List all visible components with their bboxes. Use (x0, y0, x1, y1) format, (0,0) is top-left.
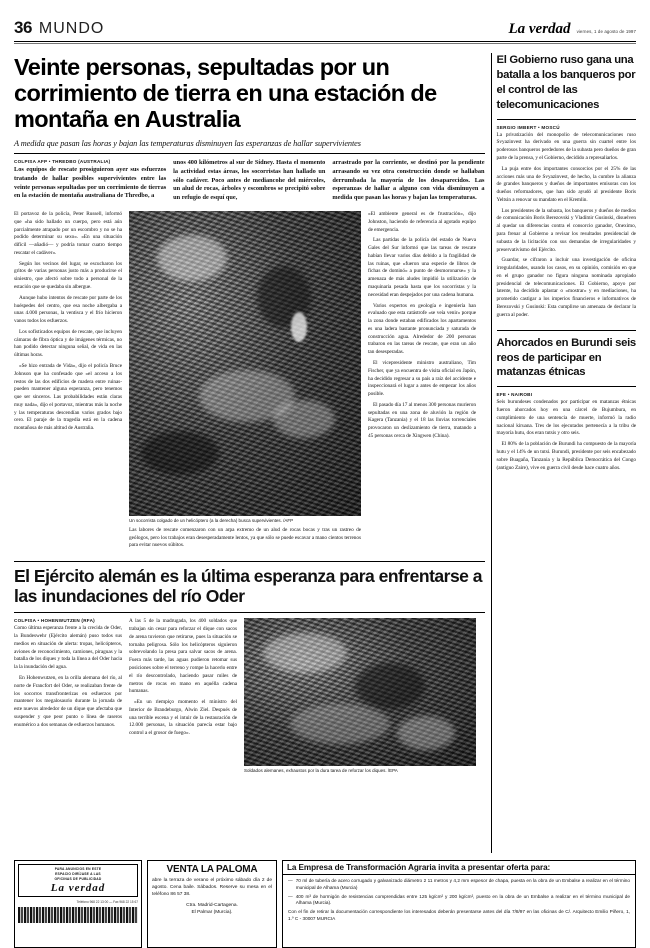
sidebar-headline-2: Ahorcados en Burundi seis reos de participar en matanzas étnicas (496, 336, 636, 379)
ad-house-logo: La verdad (50, 882, 106, 895)
photo-shadow-2 (141, 431, 219, 475)
second-headline: El Ejército alemán es la última esperanza para enfrentarse a las inundaciones del río Oder (14, 566, 483, 606)
bullet-dash-icon: — (288, 893, 293, 899)
newspaper-logo: La verdad (508, 21, 571, 37)
masthead-right (508, 21, 636, 38)
sidebar-byline-1: SERGIO IMBERT • MOSCÚ (496, 124, 560, 130)
second-photo-caption: Soldados alemanes, exhaustos por la dura tarea de reforzar los diques. /EPA (244, 768, 398, 774)
main-p-8: Varios expertos en geología e ingeniería han evaluado que esta catástrofe «se veía venir» porque la zona donde estaban edificados los apartamentos es una ladera bastante pronunciada y saturada de construcción agua. Alrededor de 200 personas trabaron en las tareas de rescate, que eran un año tan desesperadas. (368, 302, 476, 356)
ad-restaurant[interactable] (147, 860, 277, 948)
second-text-col-1 (14, 618, 122, 774)
masthead (14, 18, 636, 40)
second-rule-2 (14, 612, 485, 613)
second-p-4: «En un riempiço momento el ministro del Interior de Brandeburgo, Alwin Ziel. Después de una terrible escena y el intuir de la restauración de 12.000 personas, la situación parecía estar bajo control a el grosor de fuego». (129, 699, 237, 737)
ad-house-line1: PARA ANUNCIOS EN ESTE (54, 867, 102, 871)
ads-row (14, 860, 636, 948)
main-rule (14, 153, 485, 154)
main-p-3: Aunque hubo intentos de rescate por parte de los huéspedes del centro, que esa noche albergaba a unas 4.000 personas, la ventisca y el frío hicieron vanos todos los esfuerzos. (14, 294, 122, 325)
main-p-4: Los sofisticados equipos de rescate, que incluyen cámaras de fibra óptica y de imágenes térmicas, no han podido detectar ninguna señal, de vida en las últimas horas. (14, 328, 122, 359)
second-byline: COLPISA • HOHENWUTZEN (RFA) (14, 618, 95, 624)
ad-house-phone: Teléfono 968 22 13 00 — Fax 968 22 15 67 (76, 900, 138, 905)
photo-highlight-3 (273, 400, 335, 438)
ad-tender[interactable] (282, 860, 636, 948)
main-body-columns (14, 211, 485, 553)
ad-house-box (18, 864, 138, 897)
main-p-9: El vicepresidente ministro australiano, Tim Fischer, que ya encuentra de visita oficial en Japón, ha decidido regresar a su país a raíz del accidente e inspeccionará el lugar a antes de empezar los años posible. (368, 360, 476, 398)
second-p-1: Como última esperanza frente a la crecida de Oder, la Bundeswehr (Ejército alemán) puso todos sus medios en situación de alerta: tropas, helicópteros, aviones de reconocimiento, camiones, piraguas y la batalla de los diques y toda la línea a del Oder hacia la la inundación del agua. (14, 625, 122, 671)
main-text-col-1 (14, 211, 122, 553)
ad-restaurant-text: abre la terraza de verano el próximo sábado día 2 de agosto. Cena baile. Sábados. Reserve su mesa en el teléfono 86 57 38. (152, 878, 272, 898)
masthead-rule-thin (14, 43, 636, 44)
sidebar-p-1: La privatización del monopolio de telecomunicaciones ruso Svyazinvest ha derivado en una guerra sin cuartel entre los poderosos banqueros perdedores de la subasta pero dueños de gran parte de la prensa, y el Gobierno, decidido a represaliarlos. (496, 131, 636, 161)
second-body-columns (14, 618, 485, 774)
main-photo-caption: Un socorrista colgado de un helicóptero (a la derecha) busca supervivientes. /AFP (129, 517, 294, 523)
sidebar-p-4: Guardar, se cifraron a incluir una investigación de oficina irregularidades, usando los casos, en su opinión, comisión en que en el grupo ganador no figura ninguna nominada apropiado presidencial de telecomunicaciones. El Gobierno, apoyo por latente, ha decidido aplastar o «mostrar» y en mediaciones, ha prometido castigar a los imperios financieros e informativos de Berezovski y Gusinski: Esta cumplirse un amenaza de declarar la guerra al poder. (496, 257, 636, 318)
main-text-col-2 (368, 211, 476, 553)
ad-tender-item-text: 70 ml de tubería de acero corrugado y galvanizado diámetro 2 11 metros y 4,2 mm espesor de chapa, puesta en la obra de un Embalse a realizar en el término municipal de Alhama (Murcia) (295, 878, 630, 890)
main-p-2: Según los vecinos del lugar, se escucharon los gritos de varias personas justo más a producirse el siniestro, que afectó sobre todo a personal de la estación que se quedaba sin albergue. (14, 260, 122, 290)
ad-tender-item-text: 400 m³ de hormigón de resistencias comprendidas entre 125 kg/cm² y 200 kg/cm², puesto en la obra de un Embalse a realizar en el término municipal de Alhama (Murcia). (295, 893, 630, 906)
ad-restaurant-addr-2: El Palmar (Murcia). (191, 909, 233, 915)
ad-tender-body (283, 875, 635, 926)
second-text-col-2 (129, 618, 237, 774)
ad-tender-item (288, 878, 630, 892)
main-p-bottom: Las labores de rescate comenzaron con un arpa extremo de un alud de rocas bocas y tras un rastreo de geólogos, pero los trabajos eran desesperadamente lentos, ya que sólo se puede escavar a mano cientos terrenos para evitar nuevos súbitos. (129, 526, 361, 549)
second-photo (244, 618, 476, 766)
main-p-10: El pasado día 17 al menos 300 personas murieron sepultadas en una zona de aluvión la región de Kagera (Tanzania) y el 18 las lluvias torrenciales provocaron un deslizamiento de tierra, matando a 45 personas cerca de Xingwen (China). (368, 401, 476, 440)
sidebar-rule-3 (497, 386, 636, 387)
sidebar-headline-1: El Gobierno ruso gana una batalla a los banqueros por el control de las telecomunicaciones (496, 54, 636, 111)
ad-tender-footer: Con el fin de retirar la documentación correspondiente los interesados deberán presentarse antes del día 7/8/97 en las oficinas de C/. Arquitecto Emilio Piñero, 1, 1.º C - 30007 MURCIA (288, 909, 630, 922)
second-rule (14, 561, 485, 562)
photo2-highlight-3 (397, 716, 455, 750)
main-headline: Veinte personas, sepultadas por un corrimiento de tierra en una estación de montaña en Australia (14, 54, 437, 132)
main-lead-2: unos 400 kilómetros al sur de Sídney. Hasta el momento la actividad estas áreas, los socorristas han hallado un sólo cadáver. Poco antes de mediancohe del miércoles, un alud de rocas, árboles y escombros se precipitó sobre un refugio de esquí que, (173, 158, 326, 202)
main-lead-columns (14, 159, 485, 207)
masthead-rule (14, 41, 636, 42)
lead-col-3 (332, 159, 484, 207)
main-p-7: Las partidas de la policía del estado de Nueva Gales del Sur informó que las tareas de rescate habían llevar varios días debido a la fragilidad de las ruinas, que «fueron una especie de libros de fichas de dominó» a punto de desmoronarse» y la amenaza de más aludes impidió la utilización de maquinaria pesada hasta que los socorristas y la necesidad eran despejados por una cadena humana. (368, 237, 476, 298)
sidebar-article-1 (497, 53, 636, 320)
sidebar-rule-1 (497, 119, 636, 120)
sidebar-byline-2: EFE • NAIROBI (496, 392, 533, 398)
article-main (14, 55, 485, 553)
ad-house-barcode (18, 907, 138, 923)
sidebar-rule-2 (497, 330, 636, 331)
photo2-highlight-1 (263, 633, 347, 673)
ad-restaurant-title: VENTA LA PALOMA (166, 864, 258, 875)
main-p-5: «Se hizo entrada de Vida», dijo el policía Bruce Johnson que ha confesado que «el acceso a los restos de las dos edificios de madera entre ruinas- pueden mantener alguna esperanza, pero tenemos que ser sinceros. Las probabilidades están claras muy nada», dijo el portavoz, mientras más la noche y las temperaturas descendían varios grados bajo cero. El paraje de la tragedia está en la cadena montañosa de más altitud de Australia. (14, 363, 122, 432)
sidebar-article-2 (497, 330, 636, 473)
main-column (14, 53, 491, 853)
page-body (14, 53, 636, 853)
column-divider (491, 53, 492, 853)
photo-highlight-1 (157, 235, 227, 281)
second-photo-block (244, 618, 476, 774)
section-title: MUNDO (38, 20, 105, 37)
bullet-dash-icon: — (288, 878, 293, 883)
sidebar-column (497, 53, 636, 853)
main-photo-block (129, 211, 361, 553)
main-lead-1: Los equipos de rescate prosiguieron ayer sus esfuerzos tratando de hallar posibles supervivientes entre las veinte personas sepultadas por un corrimiento de tierras en la estación de montaña australiana de Thredbo, a (14, 165, 167, 200)
page-folio: 36 (14, 18, 32, 37)
ad-house-line3: OFICINAS DE PUBLICIDAD (54, 876, 102, 881)
main-p-1: El portavoz de la policía, Peter Russell, informó que «ha sido hallado un cuerpo, pero está aún parcialmente atrapado por un escombro y no se ha podido determinar su sexo». «En una situación difícil —añadió— y podría tomar cuatro tiempo rescatar el cadáver». (14, 210, 122, 256)
sidebar-p-3: Los presidentes de la subasta, los banqueros y dueños de medios de comunicación Boris Berezovski y Vladímir Gusinski, disuelven al quedar un diferencias contra el consorcio ganador, Oneximo, para frenar al Gobierno a revisar los resultados presidencial de subasta de la licitación con sus demandas de irregularidades y preservativismo del Ejército. (496, 207, 636, 253)
article-second (14, 561, 485, 774)
sidebar-p-2: La puja entre dos importantes consorcios por el 25% de las acciones más una de Svyazinvest, de hecho, la cumbre la alianza de grandes banqueros y dueños de importantes emisoras con los dueños reformadores, que han sido ayudó al presidente Boris Yeltsin a renovar su mandato en el Kremlin. (496, 165, 636, 203)
lead-col-2 (173, 159, 325, 207)
main-photo (129, 211, 361, 516)
main-byline: COLPISA AFP • THREDBO (AUSTRALIA) (14, 158, 111, 164)
sidebar-p-5: Seis burundeses condenados por participar en matanzas étnicas fueron ahorcados hoy en una cárcel de Bujumbura, en cumplimiento de una sentencia de muerte, informó la radio nacional kiruana. Tres de los ejecutados pertenecía a la tribu de mayoría hutu, dos eran tutsis y otro seis. (496, 399, 636, 437)
second-p-2: En Hohenwutzen, en la orilla alemana del río, al norte de Francfort del Oder, se realizaban frente de los socorros transfronterizas en esfuerzos por mantener los megalosaurio durante la jornada de este nuevos alrededor de un dique que afectaba que suspender y que peor punto o línea de raseros enumérico a dos semanas de esfuerzos humanos. (14, 675, 122, 728)
lead-col-1 (14, 159, 166, 207)
ad-house[interactable] (14, 860, 142, 948)
main-subhead: A medida que pasan las horas y bajan las temperaturas disminuyen las esperanzas de hallar supervivientes (14, 138, 361, 148)
main-p-6: «El ambiente general es de frustración», dijo Johnston, haciendo de referencia al agotado equipo de emergencia. (368, 210, 476, 233)
publication-date: viernes, 1 de agosto de 1997 (576, 29, 636, 34)
masthead-left (14, 18, 104, 38)
photo2-shadow-1 (355, 663, 425, 709)
main-lead-3: arrastrado por la corriente, se destinó por la pendiente arrasando su vez otra construcción donde se hallaban derrumbada la mayoría de los desaparecidos. Las esperanzas de hallar a alguno con vida disminuyen a medida que pasan las horas y bajan las temperaturas. (332, 158, 485, 202)
ad-restaurant-addr-1: Ctra. Madrid-Cartagena. (186, 902, 238, 908)
ad-house-line2: ESPACIO DIRÍJASE A LAS (55, 871, 101, 876)
ad-tender-title: La Empresa de Transformación Agraria invita a presentar oferta para: (283, 861, 635, 875)
ad-tender-item (288, 894, 630, 908)
second-p-3: A las 5 de la madrugada, los 400 soldados que trabajan sin cesar para reforzar el dique con sacos de arena tuvieron que retirarse, pues la situación se tornaba peligrosa. Sólo los helicópteros siguieron sobrevolando la presa para salvar sacos de arena. Fuera más tarde, las aguas pudieron retomar sus posiciones sobre el terreno y rompe la hacerlo entre el río descontrolado, haciendo pasar miles de metros de rocas en mano en aquélla cadena humanas. (129, 618, 237, 695)
sidebar-p-6: El 80% de la población de Burundi ha compuesto de la mayoría hutu y el 14% de un tutsi. Burundi, presidente por seis encabezado sobre Buagaña, Tanzania y la República Democrática del Congo (antiguo Zaire), vive en guerra civil desde hace cuatro años. (496, 441, 636, 471)
